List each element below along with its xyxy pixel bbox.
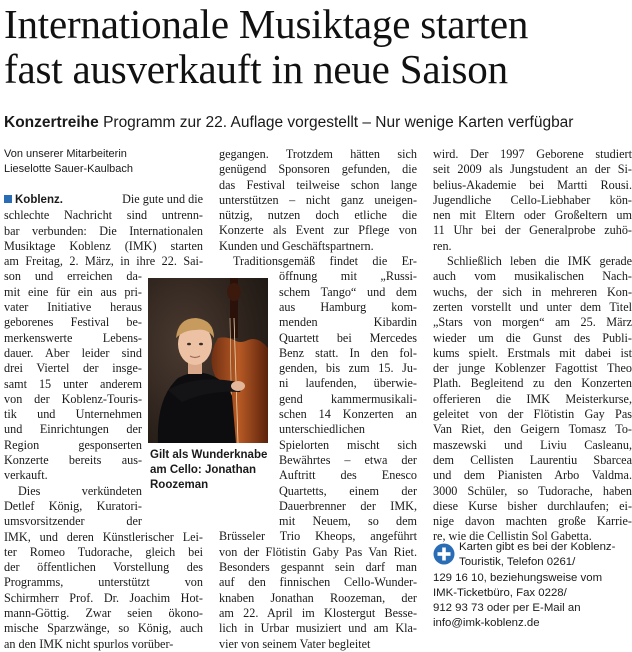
byline [4,147,204,177]
text-line: mann-Göttig. Zwar seien ökono- [4,606,203,621]
text-line: Besonders gespannt sein darf man [219,560,417,575]
text-line: von der Flötistin Gaby Pas Van Riet. [219,544,417,559]
text-line: auf den finnischen Cello-Wunder- [219,575,417,590]
text-line: und Einrichtungen der [4,422,142,437]
article-column-2 [219,147,417,652]
text-line: Region gesponserten [4,437,142,452]
text-line: Programms, unterstützt von [4,575,203,590]
text-line: seit 2009 als Jungstudent an der Si- [433,162,632,177]
info-line-3: 129 16 10, beziehungsweise vom [433,571,603,584]
text-line: mische Sparzwänge, so König, auch [4,621,203,636]
text-line: offerieren die IMK Meisterkurse, [433,391,632,406]
caption-line-3: Roozeman [150,479,209,491]
text-line: am Freitag, 2. März, in ihre 22. Sai- [4,254,203,269]
text-line: gegangen. Trotzdem hätten sich [219,147,417,161]
subhead-text: Programm zur 22. Auflage vorgestellt – Nur wenige Karten verfügbar [103,114,574,131]
text-line: schlechte Nachricht sind untrenn- [4,208,203,223]
info-line-1: Karten gibt es bei der Koblenz- [459,541,616,553]
text-line: maszewski und Liviu Casleanu, [433,437,632,452]
text-line: ni laufenden, überwie- [279,376,417,391]
text-line: Dies verkündeten [18,483,142,498]
text-line: Quartetts, einem der [279,483,417,498]
paragraph-5 [433,147,632,254]
text-line: re, wie die Cellistin Sol Gabetta. [433,529,592,544]
paragraph-3 [219,147,417,254]
text-line: Schließlich leben die IMK gerade [447,254,632,269]
dateline-row [4,192,203,208]
byline-author: Lieselotte Sauer-Kaulbach [4,163,134,175]
text-line: der junge Koblenzer Fagottist Theo [433,361,632,376]
text-line: tik und Unternehmen [4,407,142,422]
text-line: schen 14 Konzerten an [279,407,417,422]
text-line: mit eine für ein aus pri- [4,284,142,299]
caption-line-1: Gilt als Wunderknabe [150,449,268,461]
text-line: 11 Uhr bei der Generalprobe zuhö- [433,223,632,238]
text-line: der öffentlichen Vorstellung des [4,560,203,575]
text-line: samt 15 unter anderem [4,376,142,391]
text-line: dauer. Aber leider sind [4,345,142,360]
text-line: geleitet von der Flötistin Gay Pas [433,407,632,422]
text-line: vater Initiative heraus [4,300,142,315]
text-line: nige davon machten große Karrie- [433,514,632,529]
headline-line-2: fast ausverkauft in neue Saison [4,46,508,92]
text-line: IMK, und deren Künstlerischer Lei- [4,529,203,544]
text-line: nützig, nutzen doch etliche die [219,208,417,223]
text-line: Jugendliche Cello-Liebhaber kön- [433,192,632,207]
info-line-5: 912 93 73 oder per E-Mail an [433,602,581,615]
text-line: Plath. Begleitend zu den Konzerten [433,376,632,391]
text-line: Kunden und Geschäftspartnern. [219,238,374,253]
text-line: ren. [433,238,452,253]
text-line: „Stars von morgen“ am 25. März [433,315,632,330]
ticket-info-box [433,540,632,632]
text-line: ter Romeo Tudorache, gleich bei [4,544,203,559]
text-line: Spielorten mischt sich [279,437,417,452]
text-line: genügend Sponsoren gefunden, die [219,162,417,177]
plus-circle-icon [433,543,455,565]
text-line: unterstützen – nicht ganz uneigen- [219,192,417,207]
info-line-4: IMK-Ticketbüro, Fax 0228/ [433,586,567,599]
info-email-link[interactable]: info@imk-koblenz.de [433,617,540,630]
article-column-3 [433,147,632,545]
text-line: lich in Urbar musiziert und am Kla- [219,621,417,636]
paragraph-4 [219,254,417,652]
headline [4,2,630,92]
text-line: verkauft. [4,468,48,483]
text-line: an den IMK nicht spurlos vorüber- [4,636,174,651]
text-line: und dem Pianisten Arbo Valdma. [433,468,632,483]
text-line: Konzerte als Event zur Pflege von [219,223,417,238]
info-line-2: Touristik, Telefon 0261/ [459,556,576,569]
dateline: Koblenz. [15,194,63,206]
text-line: Quartett bei Mercedes [279,330,417,345]
text-line: gend kammermusikali- [279,391,417,406]
text-line: 3000 Schüler, so Tudorache, haben [433,483,632,498]
text-line: knaben Jonathan Roozeman, der [219,590,417,605]
text-line: Benz statt. In den fol- [279,345,417,360]
text-line: das Festival teilweise schon lange [219,177,417,192]
text-line: unterschiedlichen [279,422,365,437]
place-marker-square [4,195,12,203]
text-line: Schirmherr Prof. Dr. Joachim Hot- [4,590,203,605]
text-line: Bewährtes – etwa der [279,452,417,467]
text-line: vier von seinem Vater begleitet [219,636,371,651]
caption-line-2: am Cello: Jonathan [150,464,257,476]
text-line: son und erreichen da- [4,269,142,284]
text-line: wuchs, der sich in mehreren Kon- [433,284,632,299]
text-line: wird. Der 1997 Geborene studiert [433,147,632,161]
text-line: kums spielt. Erstmals mit dabei ist [433,345,632,360]
text-line: zerten vorstellt und unter dem Titel [433,299,632,314]
text-line: wieder um die Gunst des Publi- [433,330,632,345]
text-line: öffnung mit „Russi- [279,269,417,284]
text-line: drei Viertel der insge- [4,361,142,376]
text-line: auch vom musikalischen Nach- [433,269,632,284]
paragraph-6 [433,254,632,545]
text-line: Detlef König, Kuratori- [4,498,142,513]
text-line: von der Koblenz-Touris- [4,391,142,406]
text-line: Musiktage Koblenz (IMK) starten [4,238,203,253]
text-line: Die gute und die [122,192,203,206]
text-line: Konzerte bereits aus- [4,453,142,468]
text-line: schem Tango“ und dem [279,284,417,299]
text-line: umsvorsitzender der [4,514,142,529]
text-line: Auftritt des Enesco [279,468,417,483]
text-line: menden Kibardin [279,315,417,330]
text-line: geborenes Festival be- [4,315,142,330]
text-line: dem Cellisten Laurentiu Sbarcea [433,452,632,467]
text-line: diese Kurse bisher durchlaufen; ei- [433,498,632,513]
text-line: belius-Akademie bei Martti Rousi. [433,177,632,192]
text-line: bar verbunden: Die Internationalen [4,223,203,238]
subheadline [4,114,630,132]
text-line: genden, bis zum 15. Ju- [279,361,417,376]
text-line: mit Neuem, so dem [279,514,417,529]
text-line: Dauerbrenner der IMK, [279,498,417,513]
text-line: Van Riet, den Geigern Tomasz To- [433,422,632,437]
text-line: merkenswerte Lebens- [4,330,142,345]
text-line: Brüsseler Trio Kheops, angeführt [219,529,417,544]
text-line: nen mit Eltern oder Großeltern um [433,208,632,223]
byline-line-1: Von unserer Mitarbeiterin [4,148,127,160]
text-line: am 22. April im Klostergut Besse- [219,605,417,620]
text-line: Traditionsgemäß findet die Er- [233,254,417,269]
headline-line-1: Internationale Musiktage starten [4,1,529,47]
subhead-kicker: Konzertreihe [4,114,99,131]
text-line: aus Hamburg kom- [279,299,417,314]
